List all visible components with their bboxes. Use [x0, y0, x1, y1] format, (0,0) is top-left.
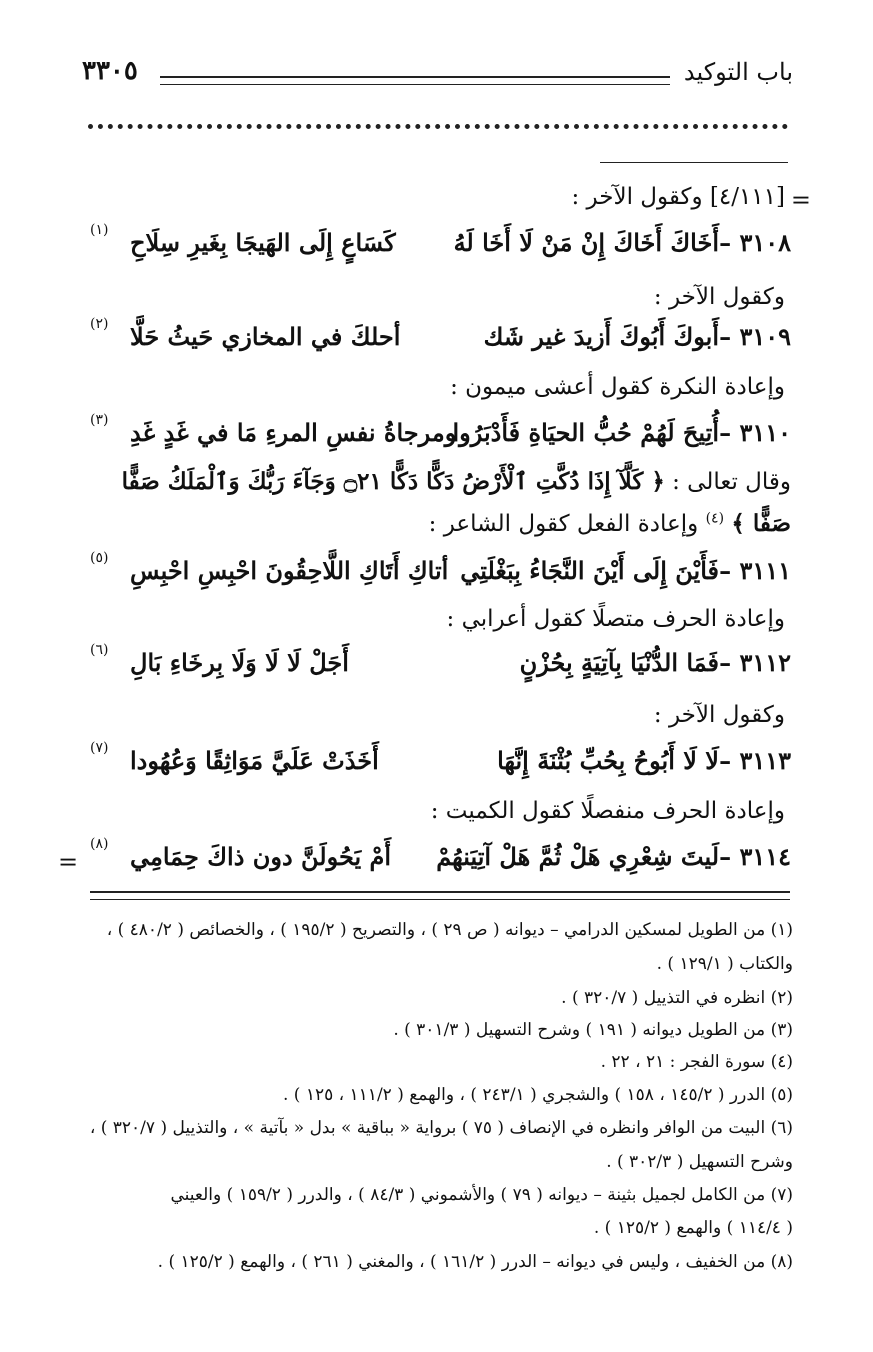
footnote-ref: (١)	[90, 222, 109, 238]
footnote-ref: (٢)	[90, 316, 109, 332]
verse-number: ٣١١٢ –	[719, 648, 791, 677]
footnote-6: (٦) البيت من الوافر وانظره في الإنصاف ( ٧٥ ) برواية « بباقية » بدل « بآتية » ، والتذييل ( ٣٢٠/٧ ) ،	[89, 1118, 793, 1138]
footnote-ref: (٨)	[90, 836, 109, 852]
footnote-ref: (٣)	[90, 412, 109, 428]
verse-first-hemistich: فَمَا الدُّنْيَا بِآتِيَةٍ بِحُزْنٍ	[519, 648, 719, 677]
footnote-ref: (٧)	[90, 740, 109, 756]
verse-first-hemistich: لَا لَا أَبُوحُ بِحُبِّ بُثْنَةَ إِنَّهَا	[497, 746, 719, 775]
footnote-1: (١) من الطويل لمسكين الدرامي – ديوانه ( ص ٢٩ ) ، والتصريح ( ١٩٥/٢ ) ، والخصائص ( ٤٨٠/٢ ) ،	[106, 920, 793, 940]
verse-first-hemistich: أَبوكَ أَبُوكَ أَزيدَ غير شَك	[483, 322, 719, 351]
verse-number: ٣١١١ –	[719, 556, 791, 585]
chapter-title: باب التوكيد	[683, 58, 793, 86]
verse-3110	[90, 412, 791, 458]
verse-number: ٣١١٠ –	[719, 418, 791, 447]
continuation-mark-top: =	[790, 186, 811, 214]
verse-second-hemistich: أتاكِ أَتَاكِ اللَّاحِقُونَ احْبِسِ احْبِسِ	[130, 556, 449, 585]
verse-3113	[90, 740, 791, 786]
footnote-8: (٨) من الخفيف ، وليس في ديوانه – الدرر ( ١٦١/٢ ) ، والمغني ( ٢٦١ ) ، والهمع ( ١٢٥/٢ ) .	[157, 1252, 793, 1272]
verse-first-hemistich: فَأَيْنَ إِلَى أَيْنَ النَّجَاءُ بِبَغْلَتِي	[460, 556, 719, 585]
footnote-7-cont: ( ١١٤/٤ ) والهمع ( ١٢٥/٢ ) .	[593, 1218, 793, 1238]
verse-second-hemistich: أَمْ يَحُولَنَّ دون ذاكَ حِمَامِي	[130, 842, 392, 871]
verse-number: ٣١٠٩ –	[719, 322, 791, 351]
quran-verse-end: صَفًّا ﴾	[731, 510, 791, 537]
verse-number: ٣١١٤ –	[719, 842, 791, 871]
footnote-ref: (٤)	[705, 510, 725, 527]
footnote-4: (٤) سورة الفجر : ٢١ ، ٢٢ .	[600, 1052, 793, 1072]
quran-continuation-line	[429, 510, 791, 537]
verse-number: ٣١٠٨ –	[719, 228, 791, 257]
footnotes-rule	[90, 891, 790, 900]
prose-text: وإعادة الفعل كقول الشاعر :	[428, 511, 699, 537]
footnote-3: (٣) من الطويل ديوانه ( ١٩١ ) وشرح التسهيل ( ٣٠١/٣ ) .	[393, 1020, 793, 1040]
verse-3112	[90, 642, 791, 688]
footnote-ref: (٥)	[90, 550, 109, 566]
quran-intro: وقال تعالى :	[672, 469, 791, 495]
prose-line: وكقول الآخر :	[653, 284, 785, 310]
verse-first-hemistich: أَخَاكَ أَخَاكَ إِنْ مَنْ لَا أَخَا لَهُ	[453, 228, 719, 257]
header-rule	[160, 76, 670, 85]
footnote-1-cont: والكتاب ( ١٢٩/١ ) .	[656, 954, 793, 974]
verse-first-hemistich: أُتِيحَ لَهُمْ حُبُّ الحيَاةِ فَأَدْبَرُوا	[452, 418, 719, 447]
verse-second-hemistich: أحلكَ في المخازي حَيثُ حَلَّا	[130, 322, 401, 351]
footnote-6-cont: وشرح التسهيل ( ٣٠٢/٣ ) .	[606, 1152, 793, 1172]
prose-line: [٤/١١١] وكقول الآخر :	[571, 184, 785, 210]
verse-3111	[90, 550, 791, 596]
verse-second-hemistich: أَجَلْ لَا لَا وَلَا بِرخَاءِ بَالِ	[130, 648, 349, 677]
verse-3109	[90, 316, 791, 362]
page-number: ٣٣٠٥	[82, 56, 138, 86]
footnote-2: (٢) انظره في التذييل ( ٣٢٠/٧ ) .	[561, 988, 793, 1008]
dotted-separator	[88, 124, 788, 129]
verse-second-hemistich: كَسَاعٍ إِلَى الهَيجَا بِغَيرِ سِلَاحِ	[130, 228, 396, 257]
prose-line: وإعادة النكرة كقول أعشى ميمون :	[450, 374, 785, 400]
verse-second-hemistich: أَخَذَتْ عَلَيَّ مَوَاثِقًا وَعُهُودا	[130, 746, 379, 775]
footnote-5: (٥) الدرر ( ١٤٥/٢ ، ١٥٨ ) والشجري ( ٢٤٣/١ ) ، والهمع ( ١١١/٢ ، ١٢٥ ) .	[283, 1085, 793, 1105]
footnote-7: (٧) من الكامل لجميل بثينة – ديوانه ( ٧٩ ) والأشموني ( ٨٤/٣ ) ، والدرر ( ١٥٩/٢ ) والعيني	[170, 1185, 793, 1205]
quran-verse: ﴿ كَلَّآ إِذَا دُكَّتِ ٱلْأَرْضُ دَكًّا دَكًّا ۝٢١ وَجَآءَ رَبُّكَ وَٱلْمَلَكُ صَفًّا	[121, 468, 665, 495]
prose-line: وإعادة الحرف متصلًا كقول أعرابي :	[446, 606, 785, 632]
verse-first-hemistich: لَيتَ شِعْرِي هَلْ ثُمَّ هَلْ آتِيَنهُمْ	[436, 842, 719, 871]
verse-number: ٣١١٣ –	[719, 746, 791, 775]
continuation-mark-bottom: =	[58, 848, 79, 876]
verse-second-hemistich: ومرجاةُ نفسِ المرءِ مَا في غَدٍ غَدِ	[130, 418, 457, 447]
footnote-ref: (٦)	[90, 642, 109, 658]
prose-line: وكقول الآخر :	[653, 702, 785, 728]
verse-3108	[90, 222, 791, 268]
verse-3114	[90, 836, 791, 882]
prose-line: وإعادة الحرف منفصلًا كقول الكميت :	[430, 798, 785, 824]
quran-quote-line	[122, 468, 791, 495]
short-rule	[600, 162, 788, 163]
